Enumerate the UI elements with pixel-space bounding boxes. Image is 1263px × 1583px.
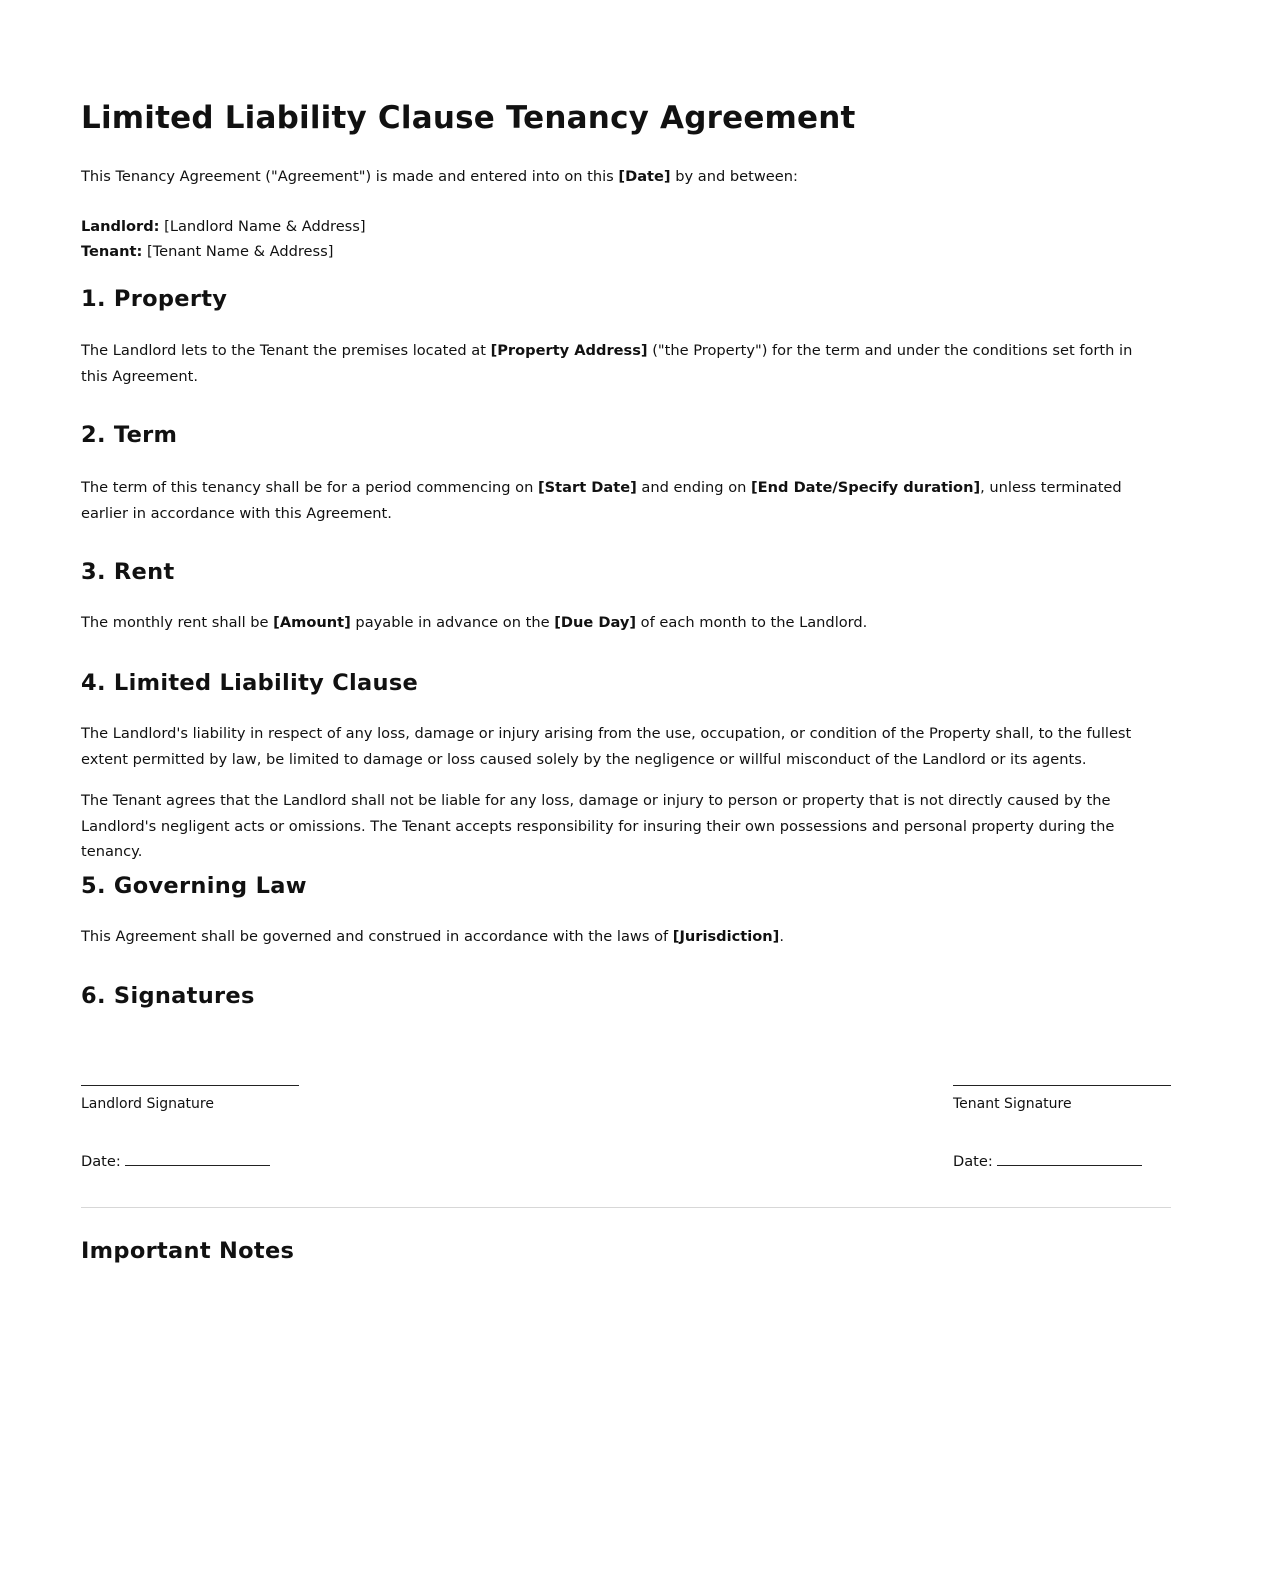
tenant-date-label: Date: [953, 1153, 993, 1170]
rent-paragraph [81, 610, 1146, 636]
landlord-value: [Landlord Name & Address] [159, 218, 366, 235]
tenant-date-blank[interactable] [997, 1151, 1142, 1166]
jurisdiction-placeholder: [Jurisdiction] [672, 928, 780, 945]
property-address-placeholder: [Property Address] [490, 342, 648, 359]
rent-text-mid: payable in advance on the [350, 614, 555, 631]
liability-paragraph-1: The Landlord's liability in respect of any loss, damage or injury arising from the use, occupation, or condition of the Property shall, to the fullest extent permitted by law, be limited to damage or loss caused solely by the negligence or willful misconduct of the Landlord or its agents. [81, 725, 1132, 768]
tenant-date-field[interactable] [953, 1151, 1142, 1170]
property-text: The Landlord lets to the Tenant the premises located at [81, 342, 491, 359]
term-paragraph [81, 475, 1146, 526]
intro-paragraph [81, 164, 1146, 190]
tenant-signature-line[interactable] [953, 1085, 1171, 1086]
section-heading-signatures: 6. Signatures [81, 983, 255, 1009]
landlord-signature-label: Landlord Signature [81, 1096, 214, 1112]
landlord-label: Landlord: [81, 218, 160, 235]
property-text-end: ("the Property") for the term and under the conditions set forth in this Agreement. [81, 342, 1133, 385]
rent-text-end: of each month to the Landlord. [636, 614, 868, 631]
term-text: The term of this tenancy shall be for a period commencing on [81, 479, 538, 496]
due-day-placeholder: [Due Day] [554, 614, 637, 631]
landlord-date-blank[interactable] [125, 1151, 270, 1166]
tenant-value: [Tenant Name & Address] [142, 243, 334, 260]
section-heading-property: 1. Property [81, 286, 228, 312]
rent-text: The monthly rent shall be [81, 614, 274, 631]
tenant-signature-block [953, 1085, 1171, 1112]
governing-law-text-end: . [779, 928, 784, 945]
intro-text: This Tenancy Agreement ("Agreement") is made and entered into on this [81, 168, 619, 185]
landlord-date-label: Date: [81, 1153, 121, 1170]
tenant-party-line [81, 239, 1146, 265]
landlord-date-field[interactable] [81, 1151, 270, 1170]
landlord-signature-line[interactable] [81, 1085, 299, 1086]
tenant-signature-label: Tenant Signature [953, 1096, 1072, 1112]
liability-paragraph-2: The Tenant agrees that the Landlord shall not be liable for any loss, damage or injury to person or property that is not directly caused by the Landlord's negligent acts or omissions. The Tenant accepts responsibility for insuring their own possessions and personal property during the tenancy. [81, 792, 1115, 860]
term-text-end: , unless terminated earlier in accordance with this Agreement. [81, 479, 1122, 522]
section-heading-governing-law: 5. Governing Law [81, 873, 307, 899]
date-placeholder: [Date] [618, 168, 671, 185]
section-heading-liability: 4. Limited Liability Clause [81, 670, 419, 696]
section-heading-rent: 3. Rent [81, 559, 175, 585]
property-paragraph [81, 338, 1146, 389]
section-heading-term: 2. Term [81, 422, 178, 448]
amount-placeholder: [Amount] [273, 614, 351, 631]
landlord-party-line [81, 214, 1146, 240]
important-notes-heading: Important Notes [81, 1238, 295, 1264]
term-text-mid: and ending on [636, 479, 752, 496]
start-date-placeholder: [Start Date] [538, 479, 637, 496]
section-divider [81, 1207, 1171, 1208]
tenant-label: Tenant: [81, 243, 143, 260]
landlord-signature-block [81, 1085, 299, 1112]
intro-text-end: by and between: [670, 168, 798, 185]
governing-law-text: This Agreement shall be governed and construed in accordance with the laws of [81, 928, 673, 945]
document-title: Limited Liability Clause Tenancy Agreement [81, 100, 856, 136]
governing-law-paragraph [81, 924, 1146, 950]
end-date-placeholder: [End Date/Specify duration] [751, 479, 981, 496]
